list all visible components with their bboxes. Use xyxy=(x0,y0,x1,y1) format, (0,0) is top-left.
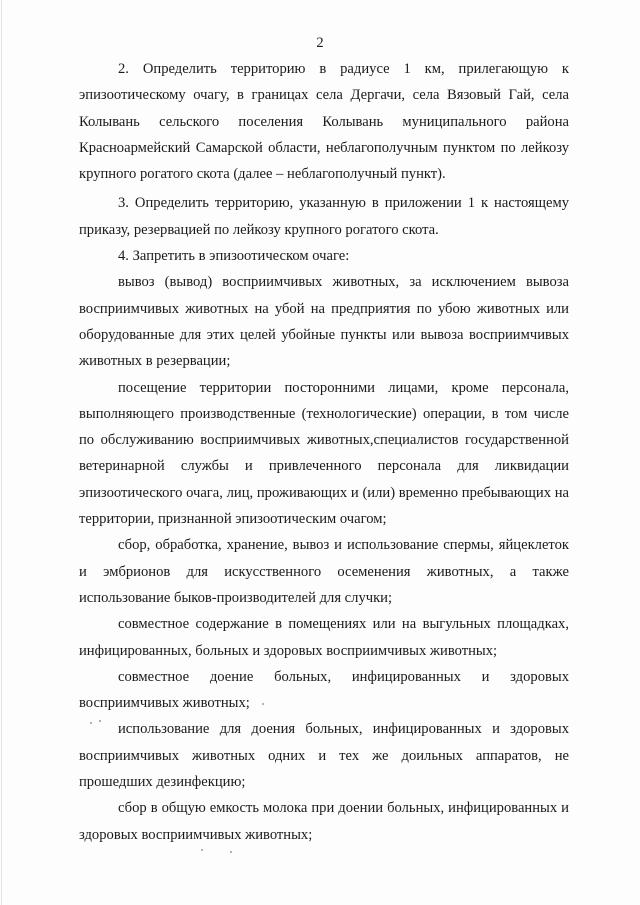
paragraph-item-4: 4. Запретить в эпизоотическом очаге: xyxy=(118,248,350,265)
scan-speck xyxy=(90,722,92,724)
prohibition-milk-collection: сбор в общую емкость молока при доении больных, инфицированных и здоровых восприимчивых животных; xyxy=(79,800,569,843)
document-body xyxy=(79,56,569,848)
prohibition-visiting: посещение территории посторонними лицами, кроме персонала, выполняющего производственные (технологические) операции, в том числе по обслуживанию восприимчивых животных,специалистов государственной ветеринарной службы и привлеченного персонала для ликвидации эпизоотического очага, лиц, проживающих и (или) временно пребывающих на территории, признанной эпизоотическим очагом; xyxy=(79,379,569,528)
prohibition-joint-milking: совместное доение больных, инфицированных и здоровых восприимчивых животных; xyxy=(79,668,569,712)
scan-speck xyxy=(230,851,232,853)
prohibition-removal: вывоз (вывод) восприимчивых животных, за исключением вывоза восприимчивых животных на убой на предприятия по убою животных или оборудованные для этих целей убойные пункты или вывоза восприимчивых животных в резервации; xyxy=(79,274,569,370)
scan-speck xyxy=(99,720,101,722)
scan-speck xyxy=(262,703,264,705)
page-number: 2 xyxy=(316,35,324,51)
scan-speck xyxy=(201,849,203,851)
scan-edge xyxy=(1,0,2,905)
prohibition-joint-keeping: совместное содержание в помещениях или на выгульных площадках, инфицированных, больных и здоровых восприимчивых животных; xyxy=(79,616,569,659)
prohibition-milking-machines: использование для доения больных, инфицированных и здоровых восприимчивых животных одних и тех же доильных аппаратов, не прошедших дезинфекцию; xyxy=(79,721,569,791)
prohibition-semen: сбор, обработка, хранение, вывоз и использование спермы, яйцеклеток и эмбрионов для искусственного осеменения животных, а также использование быков-производителей для случки; xyxy=(79,537,569,606)
paragraph-item-3: 3. Определить территорию, указанную в приложении 1 к настоящему приказу, резервацией по лейкозу крупного рогатого скота. xyxy=(79,195,569,238)
paragraph-item-2: 2. Определить территорию в радиусе 1 км, прилегающую к эпизоотическому очагу, в границах села Дергачи, села Вязовый Гай, села Колывань сельского поселения Колывань муниципального района Красноармейский Самарской области, неблагополучным пунктом по лейкозу крупного рогатого скота (далее – неблагополучный пункт). xyxy=(79,61,569,183)
